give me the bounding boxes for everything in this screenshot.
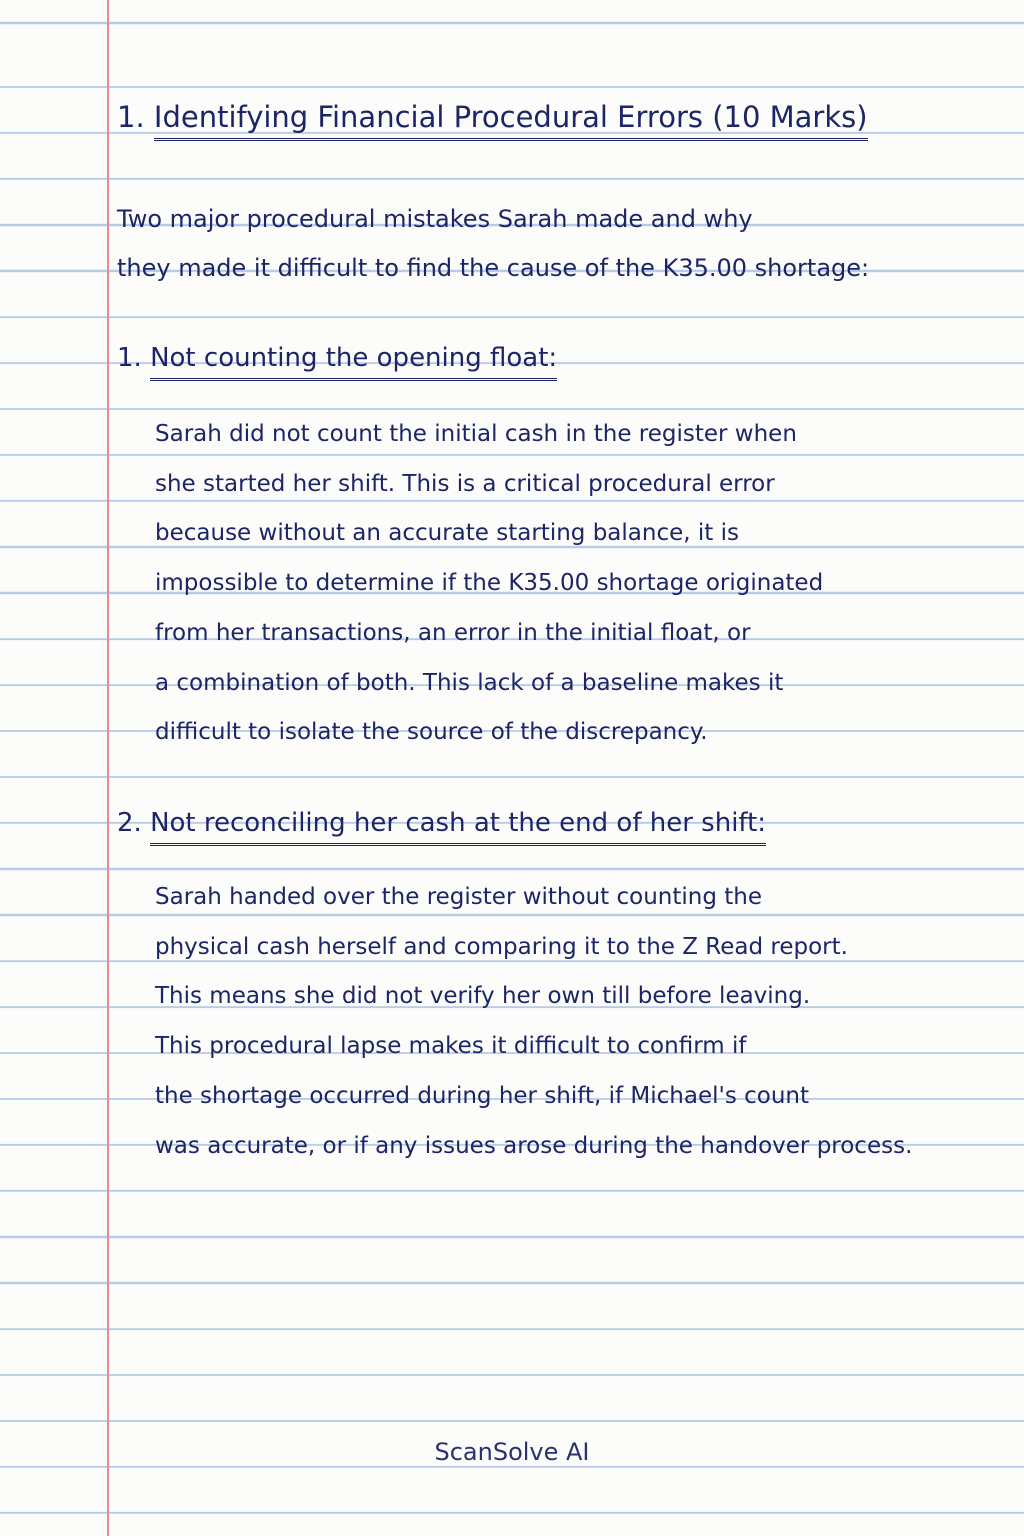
- paragraph-line: the shortage occurred during her shift, if Michael's count: [155, 1082, 810, 1109]
- paragraph-line: from her transactions, an error in the initial float, or: [155, 619, 751, 646]
- paragraph-line: This procedural lapse makes it difficult to confirm if: [155, 1033, 747, 1060]
- paragraph-line: This means she did not verify her own till before leaving.: [155, 983, 811, 1010]
- section-number: 1.: [117, 343, 142, 373]
- paragraph-line: Sarah handed over the register without counting the: [155, 884, 762, 910]
- intro-line: Two major procedural mistakes Sarah made and why: [117, 205, 753, 233]
- footer-brand: ScanSolve AI: [434, 1438, 590, 1466]
- paragraph-line: difficult to isolate the source of the discrepancy.: [155, 719, 708, 746]
- section-heading-text: Not counting the opening float:: [150, 340, 557, 381]
- paragraph-line: physical cash herself and comparing it to the Z Read report.: [155, 933, 848, 960]
- page-title: [117, 92, 868, 142]
- paragraph-line: impossible to determine if the K35.00 shortage originated: [155, 570, 824, 597]
- paragraph-line: a combination of both. This lack of a baseline makes it: [155, 669, 784, 696]
- title-number: 1.: [117, 100, 145, 134]
- intro-line: they made it difficult to find the cause of the K35.00 shortage:: [117, 254, 870, 282]
- title-text: Identifying Financial Procedural Errors (10 Marks): [154, 98, 868, 141]
- paragraph-line: Sarah did not count the initial cash in the register when: [155, 421, 797, 447]
- section-paragraph-1: [155, 410, 823, 758]
- paragraph-line: because without an accurate starting balance, it is: [155, 520, 739, 547]
- section-paragraph-2: [155, 873, 912, 1171]
- margin-line: [107, 0, 109, 1536]
- section-heading-text: Not reconciling her cash at the end of her shift:: [150, 805, 766, 846]
- section-number: 2.: [117, 808, 142, 838]
- section-heading-2: [117, 800, 766, 846]
- paragraph-line: she started her shift. This is a critical procedural error: [155, 470, 775, 497]
- intro-paragraph: [117, 195, 869, 293]
- paragraph-line: was accurate, or if any issues arose during the handover process.: [155, 1132, 913, 1159]
- section-heading-1: [117, 335, 557, 381]
